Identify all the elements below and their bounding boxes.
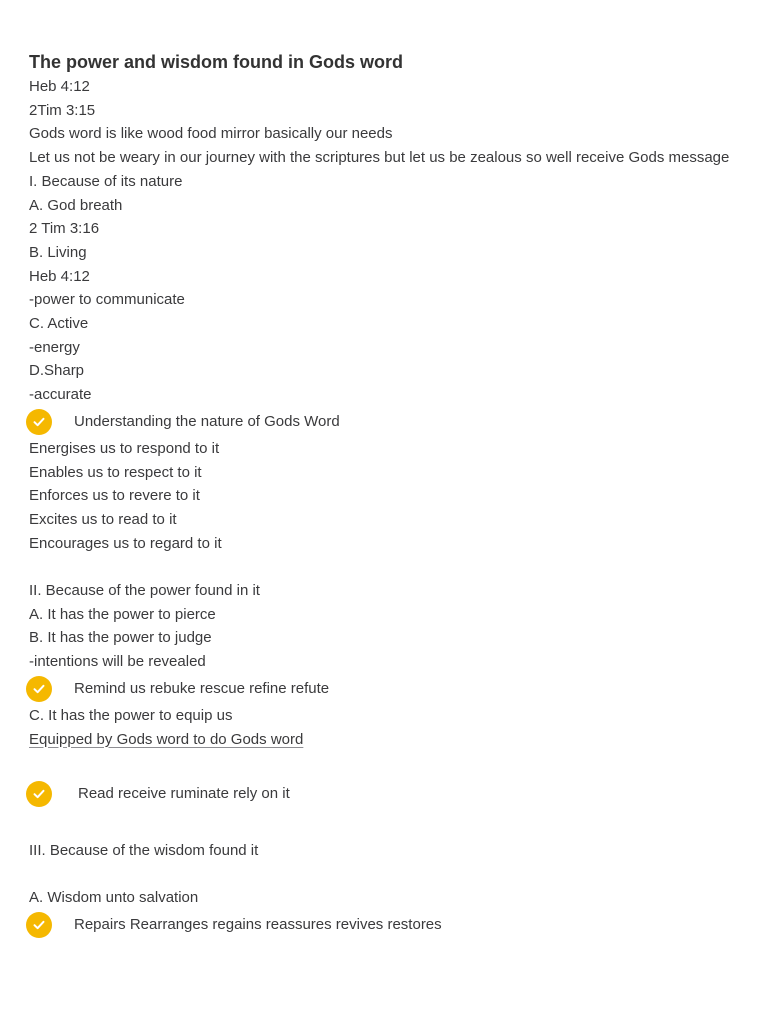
text-line[interactable]: 2 Tim 3:16	[29, 220, 100, 238]
text-line[interactable]: Encourages us to regard to it	[29, 534, 222, 552]
checkmark-circle-icon[interactable]	[26, 409, 52, 435]
text-line[interactable]: Enforces us to revere to it	[29, 487, 200, 505]
checkmark-circle-icon[interactable]	[26, 781, 52, 807]
text-line[interactable]: C. Active	[29, 315, 89, 333]
blank-line[interactable]	[29, 815, 749, 839]
text-line[interactable]: D.Sharp	[29, 362, 85, 380]
text-line	[29, 728, 749, 752]
checklist-item-text[interactable]: Repairs Rearranges regains reassures revives restores	[74, 916, 442, 934]
text-line[interactable]: Excites us to read to it	[29, 510, 177, 528]
checklist-item	[29, 910, 749, 940]
checklist-item	[29, 779, 749, 809]
text-line[interactable]: -accurate	[29, 386, 92, 404]
text-line[interactable]: B. It has the power to judge	[29, 629, 212, 647]
text-line[interactable]: C. It has the power to equip us	[29, 706, 233, 724]
text-line[interactable]: II. Because of the power found in it	[29, 582, 260, 600]
checklist-item-text[interactable]: Remind us rebuke rescue refine refute	[74, 680, 330, 698]
checkmark-circle-icon[interactable]	[26, 676, 52, 702]
checklist-item	[29, 407, 749, 437]
text-line[interactable]: I. Because of its nature	[29, 172, 183, 190]
text-line[interactable]: Enables us to respect to it	[29, 463, 202, 481]
note-title[interactable]: The power and wisdom found in Gods word	[29, 52, 403, 72]
text-line[interactable]: -energy	[29, 338, 80, 356]
underlined-text[interactable]: Equipped by Gods word to do Gods word	[29, 730, 304, 748]
text-line[interactable]: B. Living	[29, 243, 87, 261]
blank-line[interactable]	[29, 751, 749, 775]
text-line[interactable]: Heb 4:12	[29, 267, 90, 285]
text-line[interactable]: III. Because of the wisdom found it	[29, 841, 259, 859]
text-line[interactable]: A. Wisdom unto salvation	[29, 889, 199, 907]
text-line[interactable]: -intentions will be revealed	[29, 653, 206, 671]
text-line[interactable]: Heb 4:12	[29, 78, 90, 95]
blank-line[interactable]	[29, 862, 749, 886]
text-line[interactable]: Gods word is like wood food mirror basically our needs	[29, 125, 393, 143]
text-line[interactable]: Energises us to respond to it	[29, 439, 220, 457]
checkmark-circle-icon[interactable]	[26, 912, 52, 938]
text-line[interactable]: Let us not be weary in our journey with the scriptures but let us be zealous so well receive Gods message	[29, 149, 730, 167]
note-body	[29, 50, 749, 940]
text-line[interactable]: A. It has the power to pierce	[29, 605, 216, 623]
blank-line[interactable]	[29, 555, 749, 579]
checklist-item-text[interactable]: Read receive ruminate rely on it	[78, 785, 290, 803]
checklist-item	[29, 674, 749, 704]
checklist-item-text[interactable]: Understanding the nature of Gods Word	[74, 413, 340, 431]
text-line[interactable]: 2Tim 3:15	[29, 101, 96, 119]
text-line[interactable]: A. God breath	[29, 196, 123, 214]
text-line[interactable]: -power to communicate	[29, 291, 185, 309]
